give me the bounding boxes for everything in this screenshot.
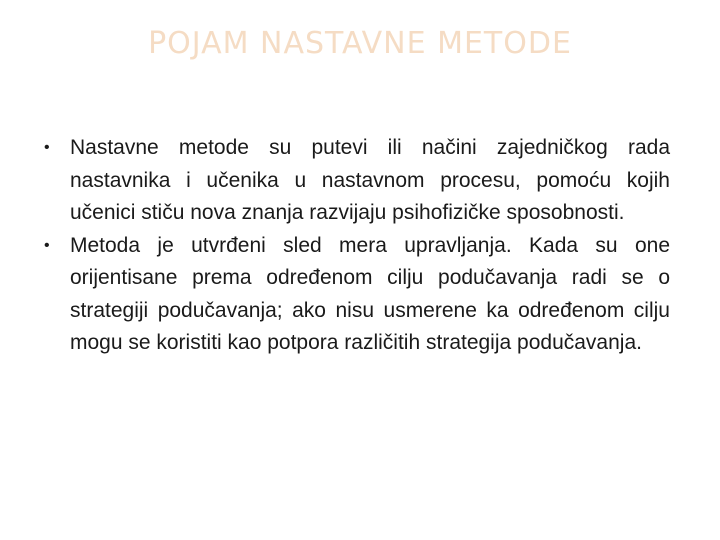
bullet-item-method — [44, 230, 670, 360]
bullet-item-definition — [44, 132, 670, 230]
bullet-list — [44, 132, 670, 360]
bullet-text-method: Metoda je utvrđeni sled mera upravljanja. Kada su one orijentisane prema određenom cilju podučavanja radi se o strategiji podučavanja; ako nisu usmerene ka određenom cilju mogu se koristiti kao potpora različitih strategija podučavanja. — [70, 233, 670, 354]
bullet-icon: • — [44, 139, 50, 156]
slide-title: POJAM NASTAVNE METODE — [148, 26, 572, 61]
bullet-text-definition: Nastavne metode su putevi ili načini zajedničkog rada nastavnika i učenika u nastavnom procesu, pomoću kojih učenici stiču nova znanja razvijaju psihofizičke sposobnosti. — [70, 136, 670, 224]
bullet-icon: • — [44, 236, 50, 254]
